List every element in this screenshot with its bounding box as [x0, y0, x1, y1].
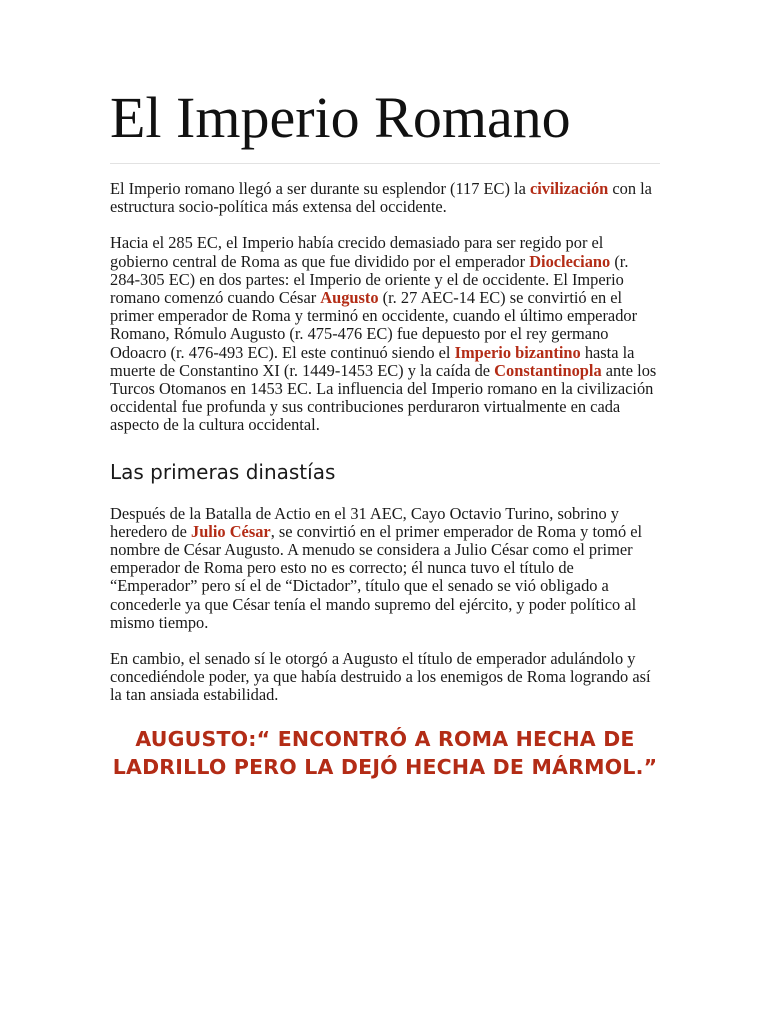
history-text-1: Hacia el 285 EC, el Imperio había crecido demasiado para ser regido por el gobierno central de Roma as que fue dividido por el emperador	[110, 233, 604, 271]
page-title: El Imperio Romano	[110, 85, 571, 150]
link-augusto[interactable]: Augusto	[320, 288, 379, 308]
senate-paragraph: En cambio, el senado sí le otorgó a Augusto el título de emperador adulándolo y concediéndole poder, ya que había destruido a los enemigos de Roma logrando así la tan ansiada estabilidad.	[110, 649, 651, 705]
intro-text-2: con la estructura socio-política más extensa del occidente.	[110, 179, 652, 217]
history-text-4: hasta la muerte de Constantino XI (r. 1449-1453 EC) y la caída de	[110, 342, 635, 380]
link-julio-cesar[interactable]: Julio César	[191, 521, 271, 541]
intro-paragraph	[110, 180, 660, 216]
history-text-3: (r. 27 AEC-14 EC) se convirtió en el primer emperador de Roma y terminó en occidente, cuando el último emperador Romano, Rómulo Augusto (r. 475-476 EC) fue depuesto por el rey germano Odoacro (r. 476-493 EC). El este continuó siendo el	[110, 288, 638, 362]
dynasties-text-1: Después de la Batalla de Actio en el 31 AEC, Cayo Octavio Turino, sobrino y heredero de	[110, 503, 619, 541]
link-constantinopla[interactable]: Constantinopla	[494, 360, 602, 380]
dynasties-text-2: , se convirtió en el primer emperador de Roma y tomó el nombre de César Augusto. A menudo se considera a Julio César como el primer emperador de Roma pero esto no es correcto; él nunca tuvo el título de “Emperador” pero sí el de “Dictador”, título que el senado se vió obligado a concederle ya que César tenía el mando supremo del ejército, y poder político al mismo tiempo.	[110, 521, 643, 632]
link-imperio-bizantino[interactable]: Imperio bizantino	[454, 342, 581, 362]
history-text-5: ante los Turcos Otomanos en 1453 EC. La influencia del Imperio romano en la civilización occidental fue profunda y sus contribuciones perduraron virtualmente en cada aspecto de la cultura occidental.	[110, 360, 657, 435]
history-paragraph	[110, 234, 660, 434]
link-civilizacion[interactable]: civilización	[529, 179, 609, 198]
title-divider	[110, 163, 660, 164]
link-diocleciano[interactable]: Diocleciano	[529, 251, 611, 271]
augustus-quote: AUGUSTO:“ ENCONTRÓ A ROMA HECHA DE LADRILLO PERO LA DEJÓ HECHA DE MÁRMOL.”	[112, 726, 658, 779]
section-heading: Las primeras dinastías	[110, 459, 336, 484]
history-text-2: (r. 284-305 EC) en dos partes: el Imperio de oriente y el de occidente. El Imperio romano comenzó cuando César	[110, 251, 629, 308]
article	[110, 84, 660, 781]
intro-text-1: El Imperio romano llegó a ser durante su esplendor (117 EC) la	[110, 179, 530, 198]
dynasties-paragraph	[110, 505, 660, 632]
